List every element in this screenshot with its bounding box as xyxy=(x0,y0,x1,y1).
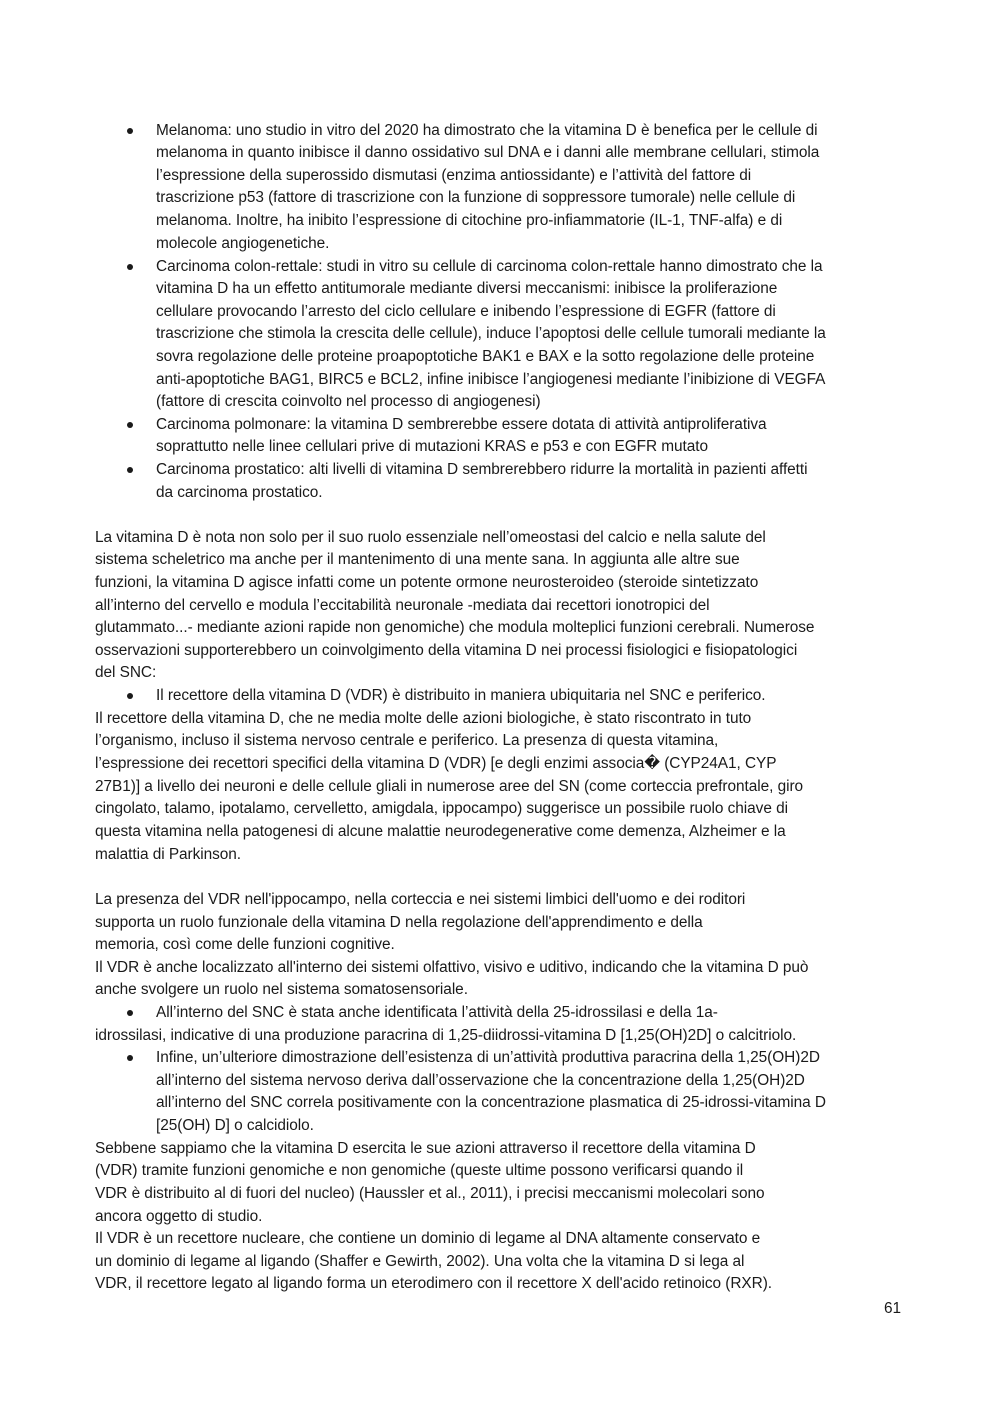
bullet-infine xyxy=(127,1055,133,1061)
text-line: all’interno del cervello e modula l’eccitabilità neuronale -mediata dai recettori ionotropici del xyxy=(95,597,710,614)
text-line: l’organismo, incluso il sistema nervoso centrale e periferico. La presenza di questa vitamina, xyxy=(95,732,719,749)
text-line: un dominio di legame al ligando (Shaffer e Gewirth, 2002). Una volta che la vitamina D si lega al xyxy=(95,1253,745,1270)
page-number: 61 xyxy=(884,1300,902,1317)
text-line: Carcinoma prostatico: alti livelli di vitamina D sembrerebbero ridurre la mortalità in pazienti affetti xyxy=(156,461,808,478)
text-line: memoria, così come delle funzioni cognitive. xyxy=(95,936,395,953)
text-line: soprattutto nelle linee cellulari prive di mutazioni KRAS e p53 e con EGFR mutato xyxy=(156,438,709,455)
text-line: Il recettore della vitamina D, che ne media molte delle azioni biologiche, è stato riscontrato in tuto xyxy=(95,710,752,727)
bullet-carcinoma-colon-rettale xyxy=(127,264,133,270)
text-line: all’interno del SNC correla positivamente con la concentrazione plasmatica di 25-idrossi-vitamina D xyxy=(156,1094,826,1111)
text-line: Melanoma: uno studio in vitro del 2020 ha dimostrato che la vitamina D è benefica per le cellule di xyxy=(156,122,818,139)
bullet-recettore-vdr xyxy=(127,693,133,699)
text-line: l’espressione dei recettori specifici della vitamina D (VDR) [e degli enzimi associa� (CYP24A1, CYP xyxy=(95,755,777,772)
text-line: idrossilasi, indicative di una produzione paracrina di 1,25-diidrossi-vitamina D [1,25(OH)2D] o calcitriolo. xyxy=(95,1027,797,1044)
text-line: melanoma in quanto inibisce il danno ossidativo sul DNA e i danni alle membrane cellulari, stimola xyxy=(156,144,820,161)
text-line: Carcinoma polmonare: la vitamina D sembrerebbe essere dotata di attività antiproliferativa xyxy=(156,416,767,433)
text-line: vitamina D ha un effetto antitumorale mediante diversi meccanismi: inibisce la proliferazione xyxy=(156,280,778,297)
text-line: osservazioni supporterebbero un coinvolgimento della vitamina D nei processi fisiologici e fisiopatologici xyxy=(95,642,798,659)
text-line: Il VDR è anche localizzato all'interno dei sistemi olfattivo, visivo e uditivo, indicando che la vitamina D può xyxy=(95,959,809,976)
text-line: l’espressione della superossido dismutasi (enzima antiossidante) e l’attività del fattore di xyxy=(156,167,752,184)
text-line: sovra regolazione delle proteine proapoptotiche BAK1 e BAX e la sotto regolazione delle proteine xyxy=(156,348,815,365)
text-line: molecole angiogenetiche. xyxy=(156,235,330,252)
text-line: sistema scheletrico ma anche per il mantenimento di una mente sana. In aggiunta alle altre sue xyxy=(95,551,740,568)
text-line: [25(OH) D] o calcidiolo. xyxy=(156,1117,314,1134)
bullet-melanoma xyxy=(127,128,133,134)
bullet-idrossilasi xyxy=(127,1010,133,1016)
text-line: La vitamina D è nota non solo per il suo ruolo essenziale nell’omeostasi del calcio e nella salute del xyxy=(95,529,766,546)
text-line: supporta un ruolo funzionale della vitamina D nella regolazione dell'apprendimento e della xyxy=(95,914,703,931)
text-line: VDR, il recettore legato al ligando forma un eterodimero con il recettore X dell'acido retinoico (RXR). xyxy=(95,1275,773,1292)
text-line: Il recettore della vitamina D (VDR) è distribuito in maniera ubiquitaria nel SNC e periferico. xyxy=(156,687,766,704)
text-line: anche svolgere un ruolo nel sistema somatosensoriale. xyxy=(95,981,468,998)
bullet-carcinoma-polmonare xyxy=(127,422,133,428)
text-line: malattia di Parkinson. xyxy=(95,846,242,863)
text-line: Carcinoma colon-rettale: studi in vitro su cellule di carcinoma colon-rettale hanno dimostrato che la xyxy=(156,258,823,275)
text-line: cellulare provocando l’arresto del ciclo cellulare e inibendo l’espressione di EGFR (fattore di xyxy=(156,303,776,320)
bullet-carcinoma-prostatico xyxy=(127,467,133,473)
text-line: anti-apoptotiche BAG1, BIRC5 e BCL2, infine inibisce l’angiogenesi mediante l’inibizione di VEGFA xyxy=(156,371,826,388)
text-line: trascrizione che stimola la crescita delle cellule), induce l’apoptosi delle cellule tumorali mediante la xyxy=(156,325,826,342)
text-line: melanoma. Inoltre, ha inibito l’espressione di citochine pro-infiammatorie (IL-1, TNF-alfa) e di xyxy=(156,212,783,229)
text-line: All’interno del SNC è stata anche identificata l’attività della 25-idrossilasi e della 1a- xyxy=(156,1004,718,1021)
text-line: del SNC: xyxy=(95,664,157,681)
text-line: ancora oggetto di studio. xyxy=(95,1208,263,1225)
text-line: all’interno del sistema nervoso deriva dall’osservazione che la concentrazione della 1,25(OH)2D xyxy=(156,1072,805,1089)
text-line: Il VDR è un recettore nucleare, che contiene un dominio di legame al DNA altamente conservato e xyxy=(95,1230,761,1247)
text-line: da carcinoma prostatico. xyxy=(156,484,323,501)
text-line: cingolato, talamo, ipotalamo, cervelletto, amigdala, ippocampo) suggerisce un possibile ruolo chiave di xyxy=(95,800,788,817)
text-line: trascrizione p53 (fattore di trascrizione con la funzione di soppressore tumorale) nelle cellule di xyxy=(156,189,796,206)
text-line: 27B1)] a livello dei neuroni e delle cellule gliali in numerose aree del SN (come corteccia prefrontale, giro xyxy=(95,778,804,795)
text-line: (VDR) tramite funzioni genomiche e non genomiche (queste ultime possono verificarsi quando il xyxy=(95,1162,744,1179)
text-line: funzioni, la vitamina D agisce infatti come un potente ormone neurosteroideo (steroide sintetizzato xyxy=(95,574,759,591)
text-line: Sebbene sappiamo che la vitamina D esercita le sue azioni attraverso il recettore della vitamina D xyxy=(95,1140,756,1157)
text-line: VDR è distribuito al di fuori del nucleo) (Haussler et al., 2011), i precisi meccanismi molecolari sono xyxy=(95,1185,765,1202)
text-line: glutammato...- mediante azioni rapide non genomiche) che modula molteplici funzioni cerebrali. Numerose xyxy=(95,619,815,636)
text-line: questa vitamina nella patogenesi di alcune malattie neurodegenerative come demenza, Alzheimer e la xyxy=(95,823,786,840)
text-line: Infine, un’ulteriore dimostrazione dell’esistenza di un’attività produttiva paracrina della 1,25(OH)2D xyxy=(156,1049,820,1066)
text-line: (fattore di crescita coinvolto nel processo di angiogenesi) xyxy=(156,393,541,410)
text-line: La presenza del VDR nell'ippocampo, nella corteccia e nei sistemi limbici dell'uomo e dei roditori xyxy=(95,891,746,908)
